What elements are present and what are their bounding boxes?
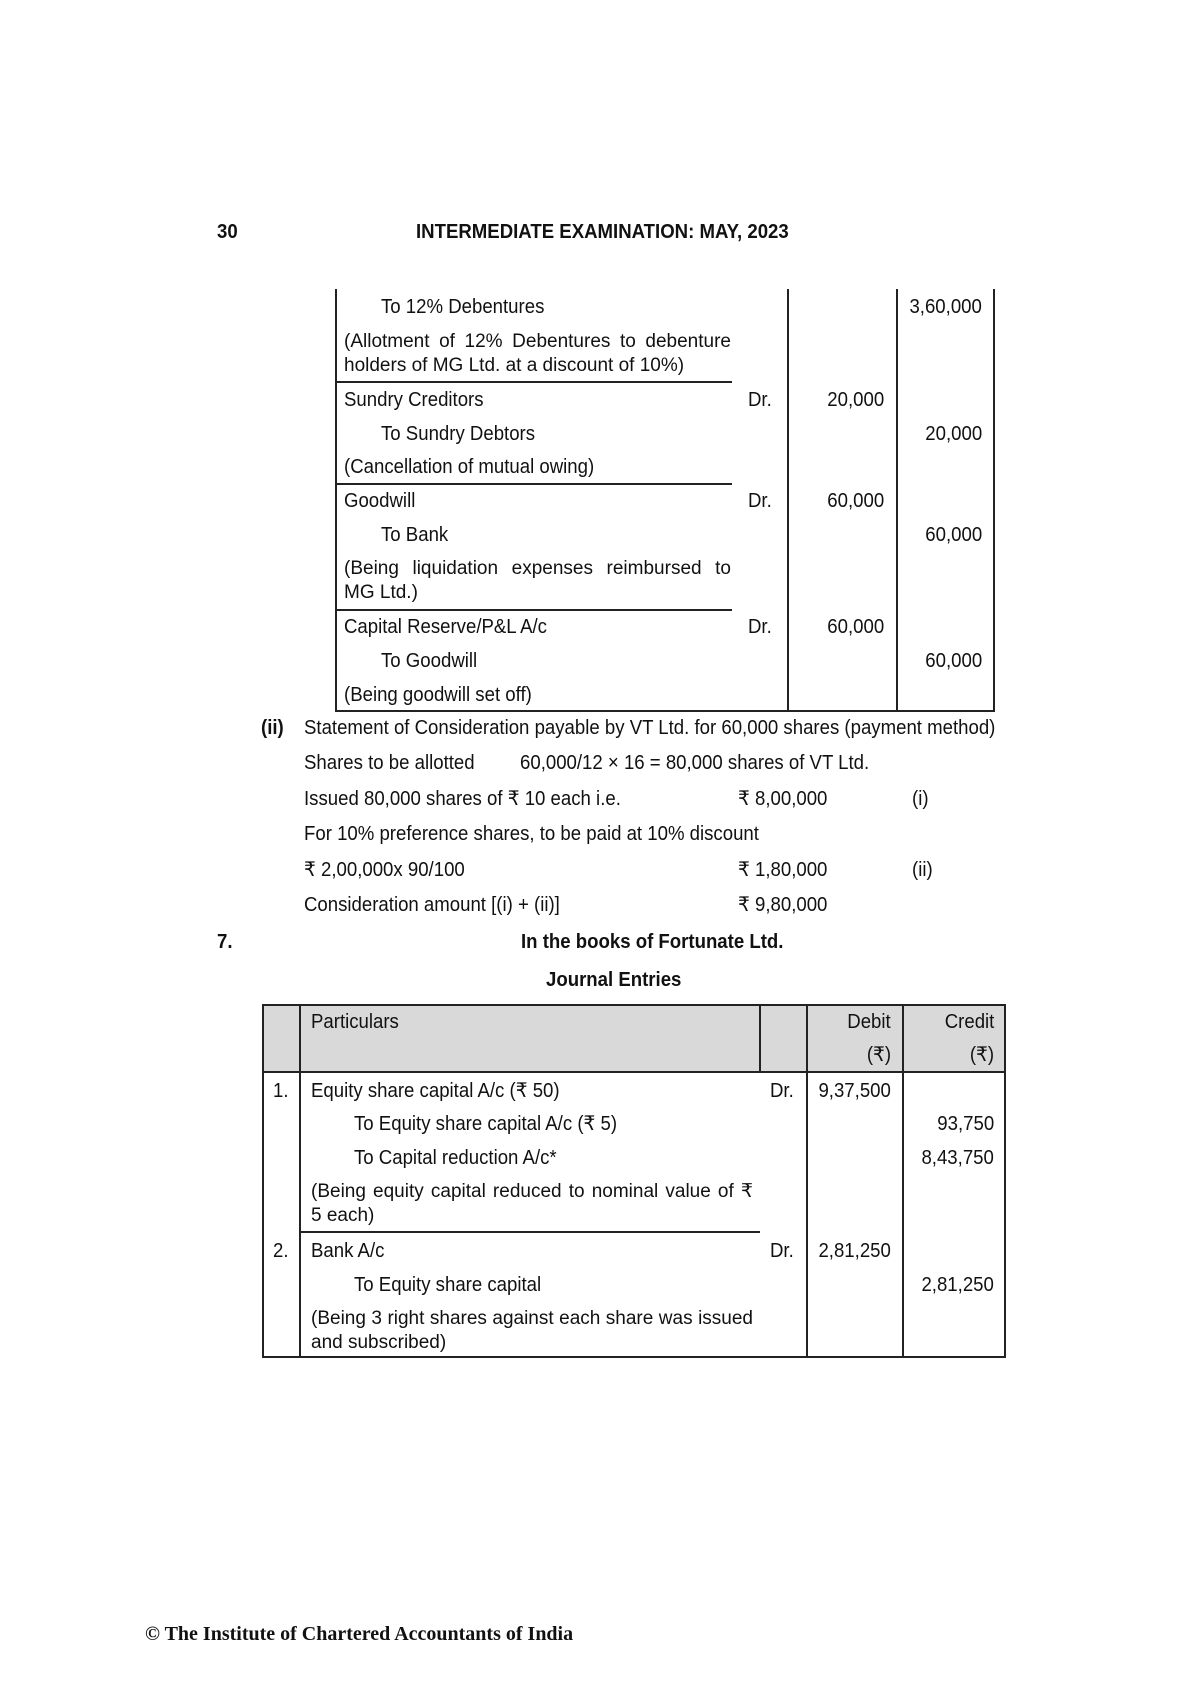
entry-number: 1.: [273, 1080, 289, 1102]
statement-line-label: ₹ 2,00,000x 90/100: [304, 859, 465, 881]
table2-bottom-border: [262, 1356, 1006, 1358]
table-row-credit: 60,000: [925, 650, 982, 672]
table-row-debit: 2,81,250: [818, 1240, 891, 1262]
statement-heading: Statement of Consideration payable by VT Ltd. for 60,000 shares (payment method): [304, 717, 996, 739]
table-row-debit: 60,000: [827, 616, 884, 638]
table-row-dr: Dr.: [748, 616, 772, 638]
table-row-particular: To Equity share capital A/c (₹ 5): [354, 1113, 618, 1135]
table2-divider-no: [299, 1004, 301, 1358]
statement-ref: (i): [912, 788, 929, 810]
table2-header-border: [262, 1071, 1006, 1073]
question-number: 7.: [217, 931, 233, 953]
column-header-debit: Debit: [847, 1011, 891, 1033]
table-row-narration: (Being 3 right shares against each share was issued and subscribed): [311, 1308, 753, 1353]
statement-line-value: 60,000/12 × 16 = 80,000 shares of VT Ltd.: [520, 752, 870, 774]
table-row-credit: 93,750: [937, 1113, 994, 1135]
table1-divider-debit: [896, 289, 898, 712]
column-unit-debit: (₹): [866, 1044, 891, 1066]
table1-separator: [335, 609, 732, 611]
table-row-narration: (Allotment of 12% Debentures to debenture holders of MG Ltd. at a discount of 10%): [344, 331, 731, 376]
table-row-particular: To Capital reduction A/c*: [354, 1147, 557, 1169]
statement-line-label: For 10% preference shares, to be paid at 10% discount: [304, 823, 759, 845]
statement-line-label: Shares to be allotted: [304, 752, 475, 774]
table-row-credit: 60,000: [925, 524, 982, 546]
statement-amount: ₹ 9,80,000: [738, 894, 828, 916]
journal-entries-heading: Journal Entries: [546, 969, 682, 991]
table-row-credit: 2,81,250: [921, 1274, 994, 1296]
statement-amount: ₹ 8,00,000: [738, 788, 828, 810]
statement-amount: ₹ 1,80,000: [738, 859, 828, 881]
table-row-particular: To Bank: [381, 524, 449, 546]
table-row-dr: Dr.: [748, 490, 772, 512]
table-row-debit: 9,37,500: [818, 1080, 891, 1102]
footer-copyright: © The Institute of Chartered Accountants of India: [145, 1623, 574, 1645]
table-row-debit: 20,000: [827, 389, 884, 411]
table-row-credit: 3,60,000: [909, 296, 982, 318]
statement-ref: (ii): [912, 859, 933, 881]
statement-line-label: Consideration amount [(i) + (ii)]: [304, 894, 560, 916]
entry-number: 2.: [273, 1240, 289, 1262]
table2-right-border: [1004, 1004, 1006, 1358]
table1-left-border: [335, 289, 337, 712]
table-row-debit: 60,000: [827, 490, 884, 512]
table-row-narration: (Being goodwill set off): [344, 684, 532, 706]
table-row-particular: To Goodwill: [381, 650, 478, 672]
table-row-particular: Sundry Creditors: [344, 389, 484, 411]
table1-right-border: [993, 289, 995, 712]
table-row-dr: Dr.: [770, 1240, 794, 1262]
table2-separator: [300, 1231, 760, 1233]
table-row-narration: (Being liquidation expenses reimbursed to MG Ltd.): [344, 558, 731, 603]
table1-bottom-border: [335, 710, 994, 712]
table-row-particular: To Equity share capital: [354, 1274, 542, 1296]
table2-top-border: [262, 1004, 1006, 1006]
table2-divider-dr: [806, 1004, 808, 1358]
page-title: INTERMEDIATE EXAMINATION: MAY, 2023: [416, 221, 789, 243]
table1-separator: [335, 483, 732, 485]
table-row-particular: To 12% Debentures: [381, 296, 545, 318]
table2-divider-debit: [902, 1004, 904, 1358]
column-unit-credit: (₹): [969, 1044, 994, 1066]
table2-divider-dr-header: [759, 1004, 761, 1072]
table1-separator: [335, 381, 732, 383]
column-header-particulars: Particulars: [311, 1011, 399, 1033]
table-row-narration: (Cancellation of mutual owing): [344, 456, 595, 478]
table1-divider-dr: [787, 289, 789, 712]
books-title: In the books of Fortunate Ltd.: [521, 931, 784, 953]
column-header-credit: Credit: [944, 1011, 994, 1033]
table-row-credit: 8,43,750: [921, 1147, 994, 1169]
table-row-particular: To Sundry Debtors: [381, 423, 536, 445]
table2-left-border: [262, 1004, 264, 1358]
table-row-dr: Dr.: [770, 1080, 794, 1102]
table-row-particular: Bank A/c: [311, 1240, 385, 1262]
table-row-particular: Goodwill: [344, 490, 416, 512]
table-row-dr: Dr.: [748, 389, 772, 411]
section-label: (ii): [261, 717, 284, 739]
table-row-narration: (Being equity capital reduced to nominal value of ₹ 5 each): [311, 1181, 753, 1226]
statement-line-label: Issued 80,000 shares of ₹ 10 each i.e.: [304, 788, 621, 810]
page-number: 30: [217, 221, 238, 243]
table-row-particular: Equity share capital A/c (₹ 50): [311, 1080, 560, 1102]
table-row-particular: Capital Reserve/P&L A/c: [344, 616, 547, 638]
table-row-credit: 20,000: [925, 423, 982, 445]
